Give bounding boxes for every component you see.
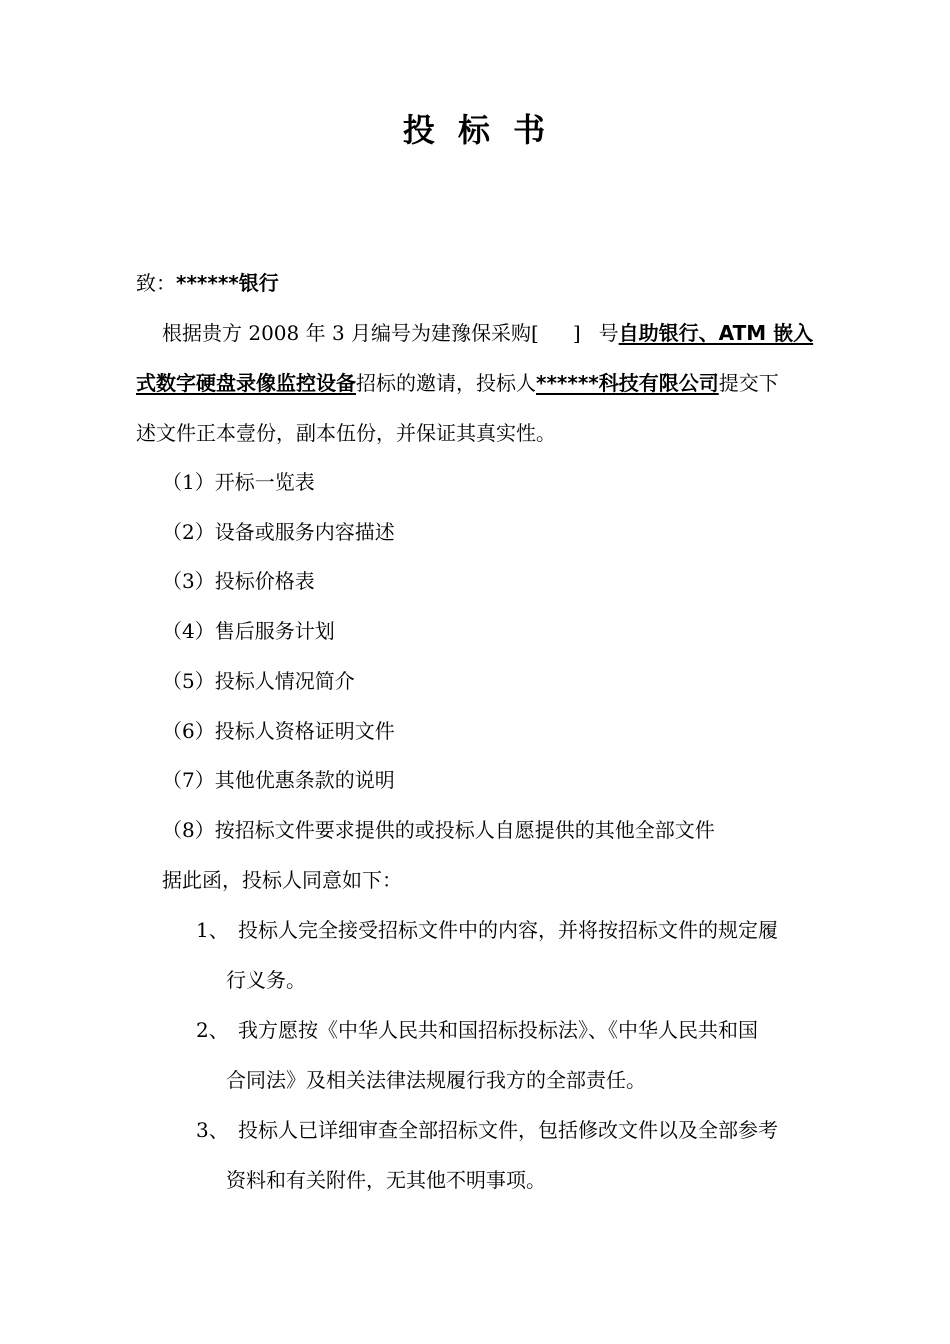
intro-text-2-end: 提交下	[718, 371, 779, 395]
term-3-line-2: 资料和有关附件，无其他不明事项。	[226, 1168, 546, 1192]
document-title: 投 标 书	[402, 111, 548, 149]
term-2-line-1: 我方愿按《中华人民共和国招标投标法》、《中华人民共和国	[238, 1018, 758, 1042]
project-name-part2: 式数字硬盘录像监控设备	[136, 371, 356, 395]
term-3-line-1: 投标人已详细审查全部招标文件，包括修改文件以及全部参考	[238, 1118, 778, 1142]
intro-text-1a: 根据贵方 2008 年 3 月编号为建豫保采购[	[162, 321, 539, 345]
intro-text-1b: ]	[572, 321, 581, 345]
agreement-intro: 据此函，投标人同意如下：	[162, 868, 402, 892]
document-item-4: （4）售后服务计划	[162, 619, 335, 643]
document-item-8: （8）按招标文件要求提供的或投标人自愿提供的其他全部文件	[162, 818, 715, 842]
term-2-num: 2、	[196, 1018, 229, 1042]
project-name-part1: 自助银行、ATM 嵌入	[618, 321, 814, 345]
document-item-1: （1）开标一览表	[162, 470, 315, 494]
document-item-7: （7）其他优惠条款的说明	[162, 768, 395, 792]
recipient-line	[136, 268, 279, 298]
intro-line-1	[162, 318, 813, 348]
document-item-3: （3）投标价格表	[162, 569, 315, 593]
document-item-2: （2）设备或服务内容描述	[162, 520, 395, 544]
intro-line-2	[136, 368, 779, 398]
term-1-num: 1、	[196, 918, 229, 942]
intro-text-1c: 号	[598, 321, 619, 345]
term-1-line-1: 投标人完全接受招标文件中的内容，并将按招标文件的规定履	[238, 918, 778, 942]
term-1-line-2: 行义务。	[226, 968, 306, 992]
recipient-prefix: 致：	[136, 271, 176, 295]
term-3-num: 3、	[196, 1118, 229, 1142]
intro-text-2: 招标的邀请，投标人	[356, 371, 536, 395]
intro-line-3: 述文件正本壹份，副本伍份，并保证其真实性。	[136, 421, 556, 445]
term-2-line-2: 合同法》及相关法律法规履行我方的全部责任。	[226, 1068, 646, 1092]
bidder-name: ******科技有限公司	[536, 371, 719, 395]
document-item-5: （5）投标人情况简介	[162, 669, 355, 693]
recipient-name: ******银行	[176, 271, 279, 295]
document-item-6: （6）投标人资格证明文件	[162, 719, 395, 743]
